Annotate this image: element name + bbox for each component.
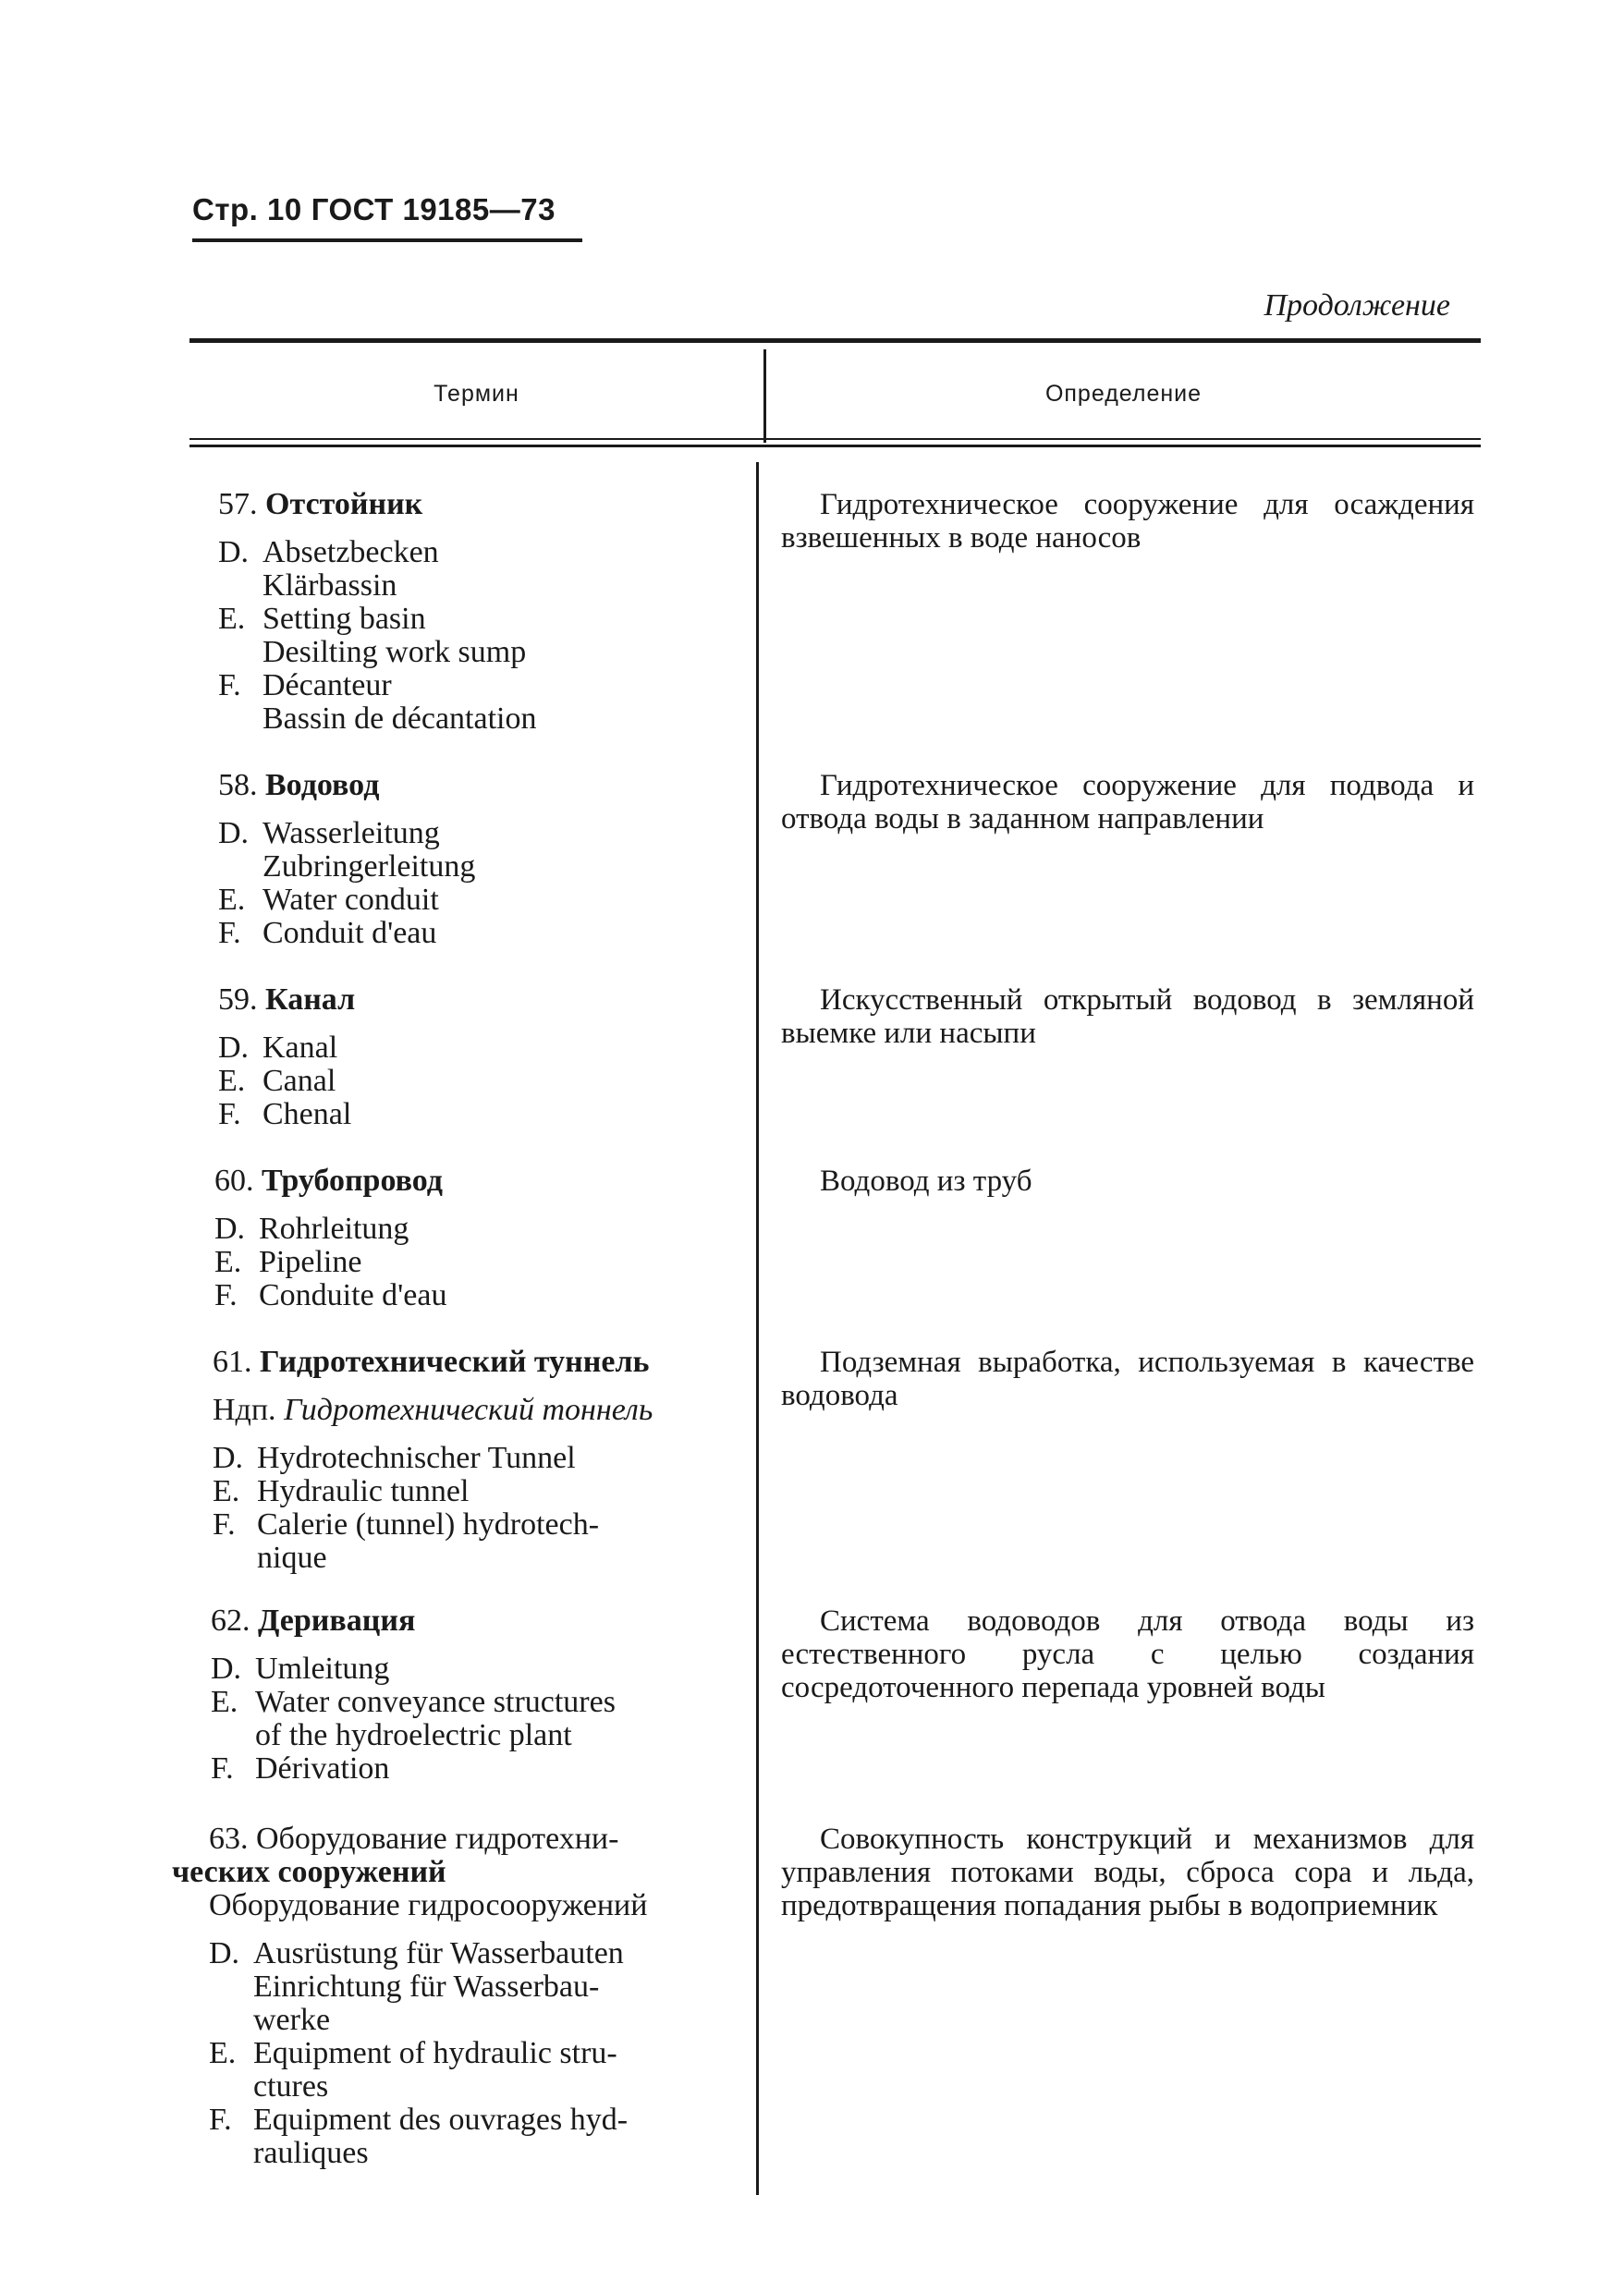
lang-fr: F. Conduit d'eau: [218, 916, 437, 950]
lang-fr: F. Calerie (tunnel) hydrotech-: [213, 1507, 600, 1542]
term-cell: [214, 1165, 732, 1312]
lang-de: D. Absetzbecken: [218, 535, 439, 569]
term-title-cont: ческих сооружений: [172, 1855, 446, 1889]
deprecated-term: Ндп. Гидротехнический тоннель: [213, 1393, 653, 1427]
lang-fr: F. Chenal: [218, 1097, 352, 1131]
lang-en: E. Water conduit: [218, 883, 439, 917]
lang-de: D. Wasserleitung: [218, 816, 440, 850]
lang-en-alt: Desilting work sump: [263, 635, 527, 669]
lang-fr-alt: Bassin de décantation: [263, 701, 537, 736]
term-cell: [218, 983, 736, 1131]
term-cell: [172, 1822, 727, 2170]
lang-en: E. Hydraulic tunnel: [213, 1474, 470, 1508]
table-header-rule: [189, 438, 1481, 440]
lang-de: D. Kanal: [218, 1031, 338, 1065]
lang-de-alt-cont: werke: [253, 2003, 331, 2037]
lang-fr-cont: rauliques: [253, 2136, 369, 2170]
definition-cell: Водовод из труб: [820, 1165, 1032, 1198]
term-title: 63. Оборудование гидротехни-: [209, 1822, 619, 1856]
lang-en: E. Setting basin: [218, 602, 426, 636]
page-number: Стр. 10: [192, 192, 302, 226]
term-title: 59. Канал: [218, 982, 356, 1017]
lang-en: E. Water conveyance structures: [211, 1685, 616, 1719]
term-title: 61. Гидротехнический туннель: [213, 1345, 650, 1379]
lang-de: D. Hydrotechnischer Tunnel: [213, 1441, 576, 1475]
lang-fr-cont: nique: [257, 1541, 327, 1575]
term-title: 57. Отстойник: [218, 487, 423, 521]
lang-de-alt: Einrichtung für Wasserbau-: [253, 1970, 600, 2004]
lang-en-cont: ctures: [253, 2069, 329, 2104]
definition-cell: Совокупность конструкций и механизмов для управления потоками воды, сброса сора и льда, предотвращения попадания рыбы в водоприемник: [781, 1823, 1474, 1922]
lang-fr: F. Conduite d'eau: [214, 1278, 447, 1312]
lang-de: D. Umleitung: [211, 1652, 390, 1686]
table-header-rule-double: [189, 445, 1481, 447]
term-cell: [213, 1346, 730, 1575]
column-divider-body: [756, 462, 759, 2195]
definition-cell: Искусственный открытый водовод в земляной выемке или насыпи: [781, 983, 1474, 1050]
standard-code: ГОСТ 19185—73: [311, 192, 556, 226]
lang-de-alt: Zubringerleitung: [263, 849, 476, 884]
lang-fr: F. Equipment des ouvrages hyd-: [209, 2103, 629, 2137]
lang-en-cont: of the hydroelectric plant: [255, 1718, 572, 1752]
lang-fr: F. Décanteur: [218, 668, 392, 702]
definition-cell: Гидротехническое сооружение для подвода и отвода воды в заданном направлении: [781, 769, 1474, 835]
lang-de-alt: Klärbassin: [263, 568, 397, 603]
definition-cell: Система водоводов для отвода воды из естественного русла с целью создания сосредоточенного перепада уровней воды: [781, 1604, 1474, 1704]
alternate-term: Оборудование гидросооружений: [209, 1888, 648, 1922]
definition-cell: Подземная выработка, используемая в качестве водовода: [781, 1346, 1474, 1412]
lang-en: E. Equipment of hydraulic stru-: [209, 2036, 617, 2070]
term-title: 58. Водовод: [218, 768, 380, 802]
continuation-label: Продолжение: [1264, 288, 1450, 323]
lang-fr: F. Dérivation: [211, 1751, 390, 1786]
term-cell: [218, 769, 736, 950]
lang-de: D. Ausrüstung für Wasserbauten: [209, 1936, 624, 1970]
term-title: 60. Трубопровод: [214, 1164, 443, 1198]
lang-en: E. Pipeline: [214, 1245, 362, 1279]
term-cell: [211, 1604, 728, 1786]
table-top-rule: [189, 338, 1481, 343]
term-title: 62. Деривация: [211, 1604, 416, 1638]
definition-cell: Гидротехническое сооружение для осаждения взвешенных в воде наносов: [781, 488, 1474, 555]
column-header-term: Термин: [433, 381, 519, 407]
page-header: [192, 192, 556, 227]
column-header-definition: Определение: [1044, 381, 1203, 407]
lang-de: D. Rohrleitung: [214, 1212, 409, 1246]
term-cell: [218, 488, 736, 736]
header-underline: [192, 238, 582, 242]
lang-en: E. Canal: [218, 1064, 336, 1098]
